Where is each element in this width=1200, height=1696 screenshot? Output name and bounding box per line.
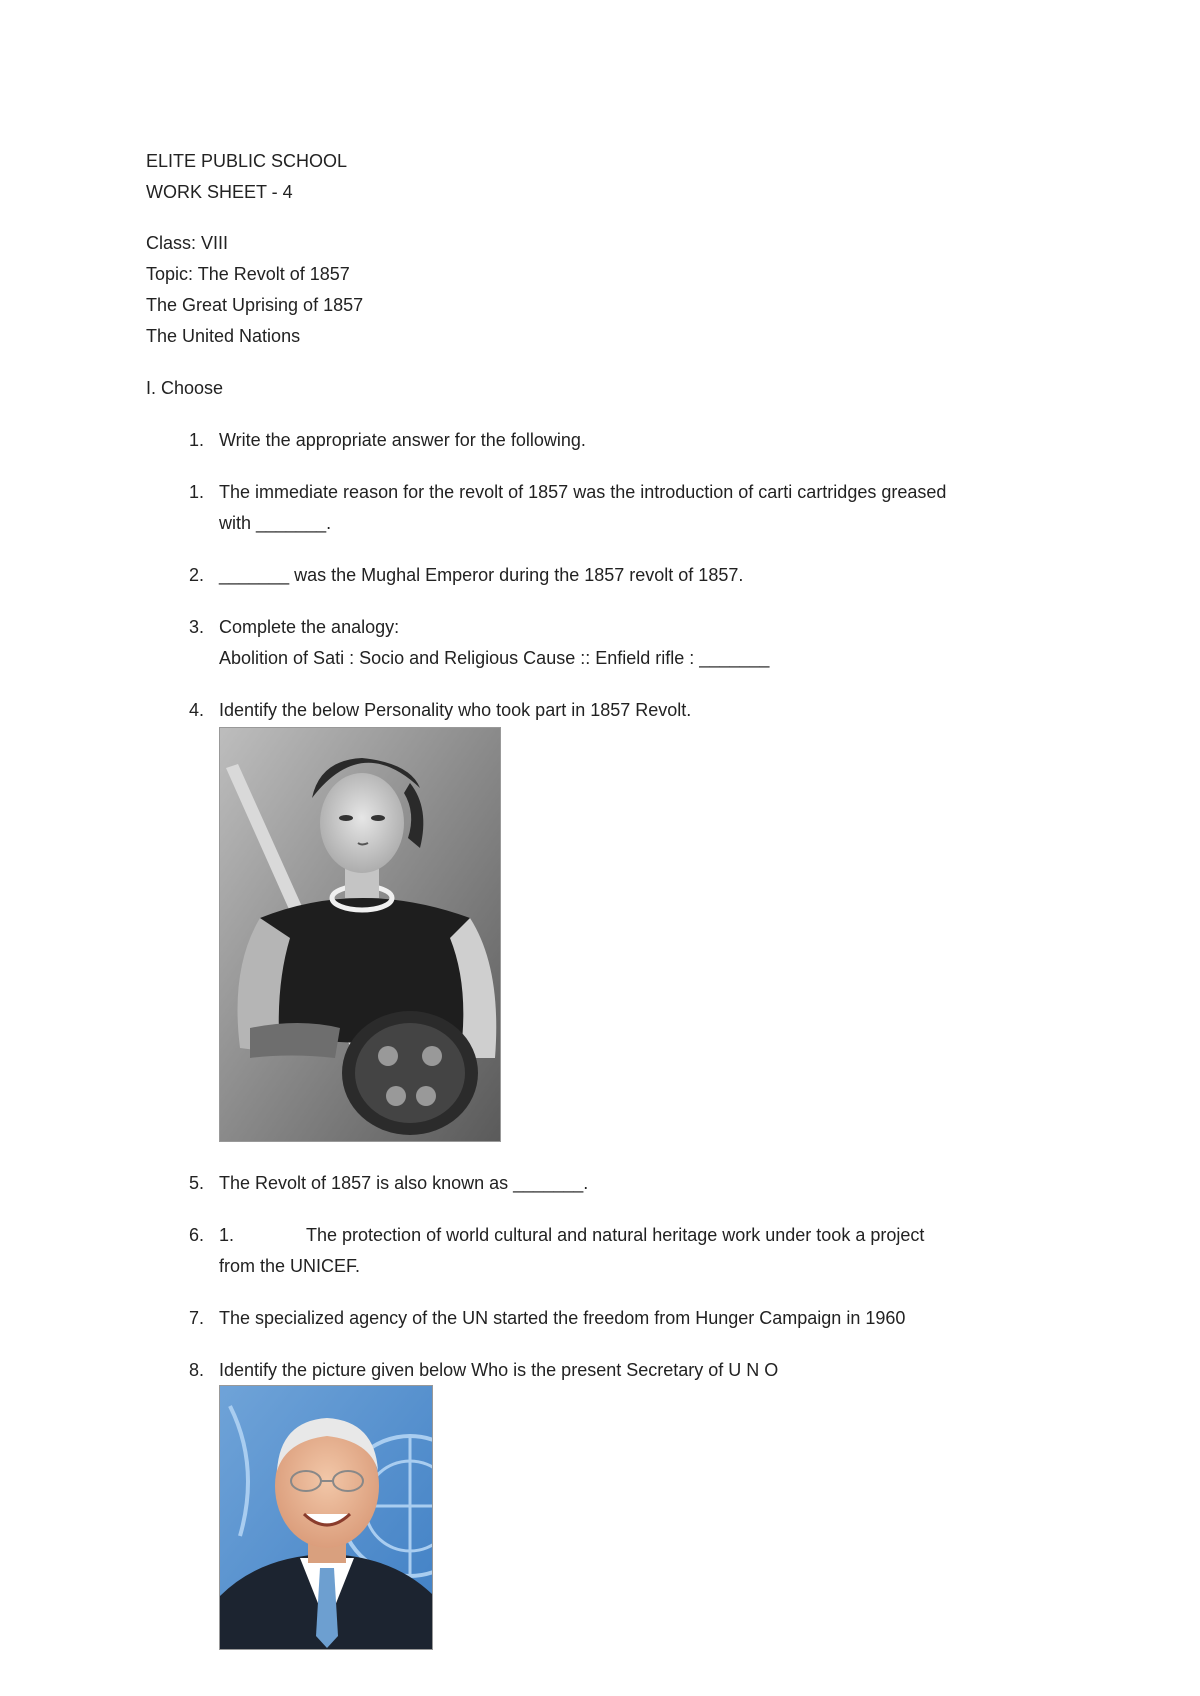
question-1-text: The immediate reason for the revolt of 1857 was the introduction of carti cartridges greased (219, 482, 947, 502)
question-3-number: 3. (188, 617, 204, 637)
school-name: ELITE PUBLIC SCHOOL (146, 151, 348, 171)
worksheet-title: WORK SHEET - 4 (146, 182, 293, 202)
question-3-text: Complete the analogy: (219, 617, 400, 637)
revolt-personality-photo (219, 727, 501, 1142)
topic-line: Topic: The Revolt of 1857 (146, 264, 350, 284)
instruction-number: 1. (188, 430, 204, 450)
question-3-analogy: Abolition of Sati : Socio and Religious Cause :: Enfield rifle : _______ (219, 648, 770, 668)
question-2-text: _______ was the Mughal Emperor during the 1857 revolt of 1857. (219, 565, 744, 585)
question-2-number: 2. (188, 565, 204, 585)
question-8-text: Identify the picture given below Who is the present Secretary of U N O (219, 1360, 779, 1380)
class-line: Class: VIII (146, 233, 229, 253)
question-6-text (219, 1224, 924, 1246)
question-6-sub-number: 1. (219, 1225, 235, 1245)
question-4-text: Identify the below Personality who took part in 1857 Revolt. (219, 700, 692, 720)
question-6-number: 6. (188, 1225, 204, 1245)
instruction-text: Write the appropriate answer for the following. (219, 430, 586, 450)
question-6-text-cont: from the UNICEF. (219, 1256, 361, 1276)
secretary-general-photo (219, 1385, 433, 1650)
question-1-number: 1. (188, 482, 204, 502)
question-6-line: The protection of world cultural and natural heritage work under took a project (306, 1225, 925, 1245)
question-5-number: 5. (188, 1173, 204, 1193)
question-7-text: The specialized agency of the UN started the freedom from Hunger Campaign in 1960 (219, 1308, 906, 1328)
subtopic-uprising: The Great Uprising of 1857 (146, 295, 364, 315)
question-1-text-cont: with _______. (219, 513, 332, 533)
subtopic-un: The United Nations (146, 326, 301, 346)
question-8-number: 8. (188, 1360, 204, 1380)
question-4-number: 4. (188, 700, 204, 720)
question-7-number: 7. (188, 1308, 204, 1328)
question-5-text: The Revolt of 1857 is also known as _______. (219, 1173, 589, 1193)
section-heading: I. Choose (146, 378, 224, 398)
